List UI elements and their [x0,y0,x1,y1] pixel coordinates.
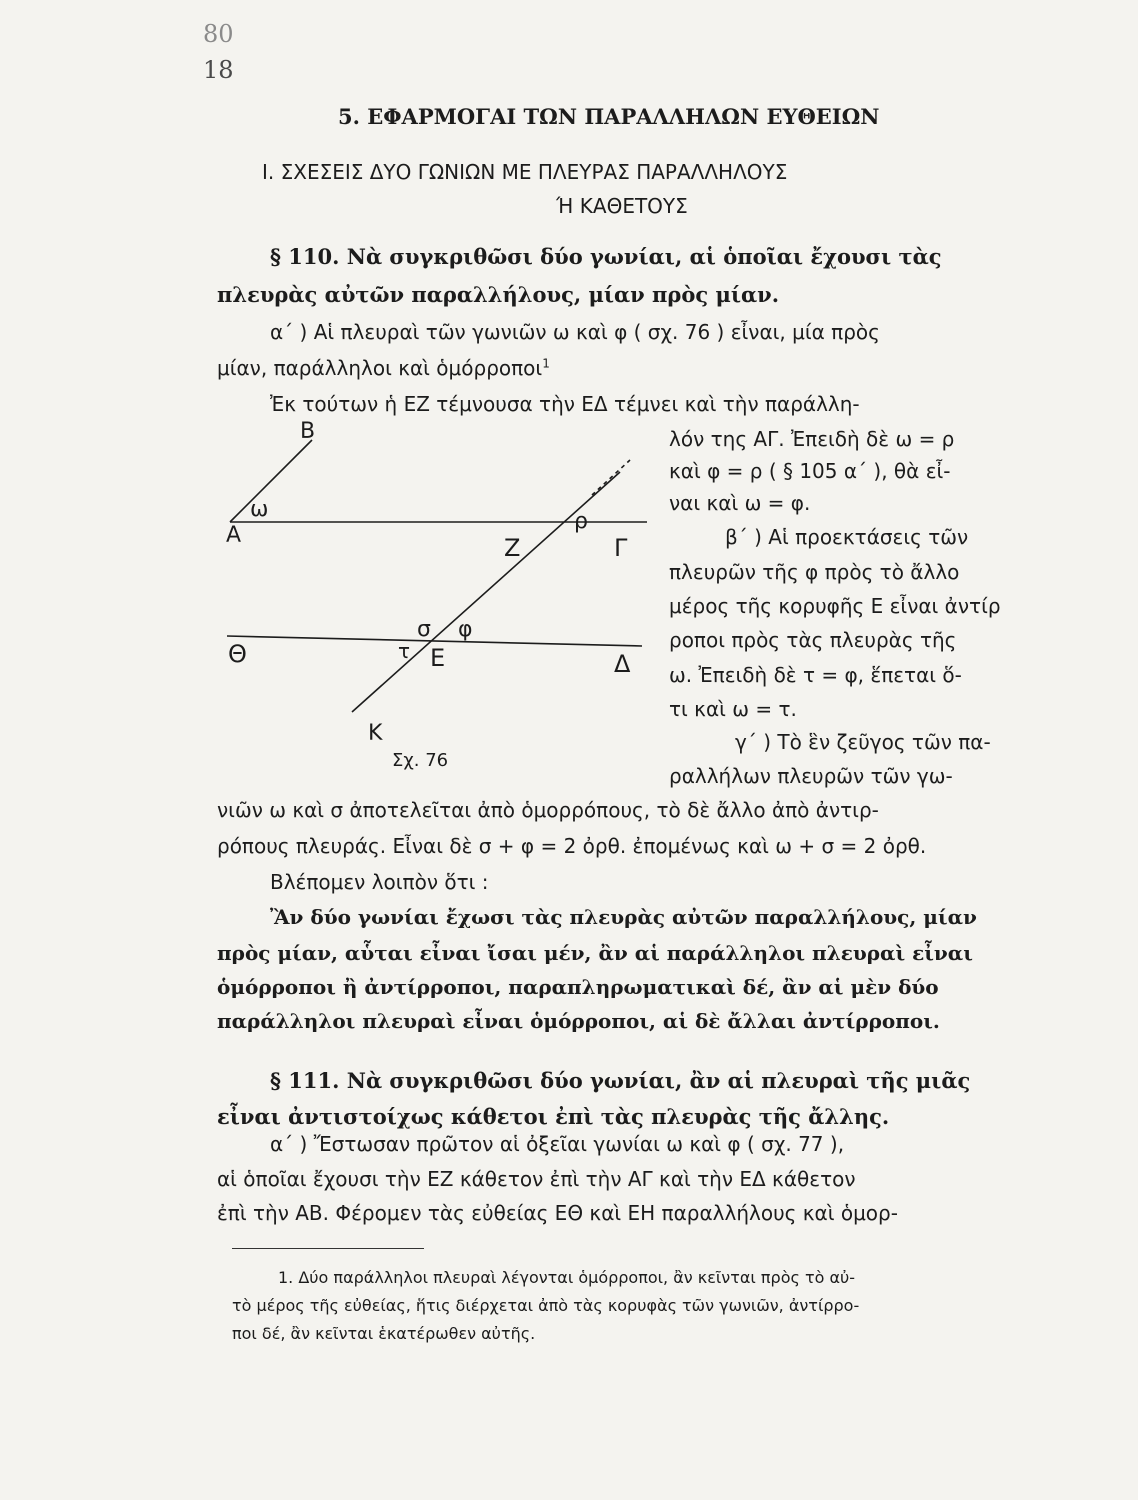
rule-line: ὁμόρροποι ἢ ἀντίρροποι, παραπληρωματικαὶ δέ, ἂν αἱ μὲν δύο [217,975,939,999]
paragraph-line: αἱ ὁποῖαι ἔχουσι τὴν ΕΖ κάθετον ἐπὶ τὴν ΑΓ καὶ τὴν ΕΔ κάθετον [217,1167,856,1191]
paragraph-line: ρόπους πλευράς. Εἶναι δὲ σ + φ = 2 ὀρθ. ἐπομένως καὶ ω + σ = 2 ὀρθ. [217,834,927,858]
paragraph-line: α΄ ) Αἱ πλευραὶ τῶν γωνιῶν ω καὶ φ ( σχ. 76 ) εἶναι, μία πρὸς [270,320,880,344]
paragraph-line: λόν της ΑΓ. Ἐπειδὴ δὲ ω = ρ [669,427,955,451]
paragraph-line: ροποι πρὸς τὰς πλευρὰς τῆς [669,628,957,652]
footnote-line: 1. Δύο παράλληλοι πλευραὶ λέγονται ὁμόρροποι, ἂν κεῖνται πρὸς τὸ αὐ- [278,1268,856,1287]
label-k: Κ [368,721,383,746]
section-111-heading-2: εἶναι ἀντιστοίχως κάθετοι ἐπὶ τὰς πλευρὰς τῆς ἄλλης. [217,1104,890,1129]
label-b: Β [300,419,316,444]
label-phi: φ [458,617,473,642]
paragraph-line: Ἐκ τούτων ἡ ΕΖ τέμνουσα τὴν ΕΔ τέμνει καὶ τὴν παράλλη- [270,392,860,416]
paragraph-line: γ΄ ) Τὸ ἓν ζεῦγος τῶν πα- [735,730,991,754]
paragraph-text: μίαν, παράλληλοι καὶ ὁμόρροποι [217,356,543,380]
rule-line: παράλληλοι πλευραὶ εἶναι ὁμόρροποι, αἱ δὲ ἄλλαι ἀντίρροποι. [217,1009,940,1033]
label-delta: Δ [614,650,631,678]
paragraph-line: ω. Ἐπειδὴ δὲ τ = φ, ἕπεται ὅ- [669,663,962,687]
line-ab [230,440,312,522]
paragraph-line: β΄ ) Αἱ προεκτάσεις τῶν [725,525,969,549]
figure-caption: Σχ. 76 [392,750,449,771]
paragraph-line [217,356,550,380]
footnote-ref: 1 [542,356,550,371]
section-111-heading-1: § 111. Νὰ συγκριθῶσι δύο γωνίαι, ἂν αἱ πλευραὶ τῆς μιᾶς [270,1068,971,1093]
paragraph-line: καὶ φ = ρ ( § 105 α΄ ), θὰ εἶ- [669,459,951,483]
conclusion-intro: Βλέπομεν λοιπὸν ὅτι : [270,870,489,894]
label-gamma: Γ [614,534,628,562]
paragraph-line: α΄ ) Ἔστωσαν πρῶτον αἱ ὀξεῖαι γωνίαι ω καὶ φ ( σχ. 77 ), [270,1132,845,1156]
label-e: Ε [430,644,446,672]
footnote-line: τὸ μέρος τῆς εὐθείας, ἥτις διέρχεται ἀπὸ τὰς κορυφὰς τῶν γωνιῶν, ἀντίρρο- [232,1296,860,1315]
footnote-rule [232,1248,424,1249]
paragraph-line: ναι καὶ ω = φ. [669,491,811,515]
line-ez [352,472,620,712]
paragraph-line: ραλλήλων πλευρῶν τῶν γω- [669,764,953,788]
section-title-line1: Ι. ΣΧΕΣΕΙΣ ΔΥΟ ΓΩΝΙΩΝ ΜΕ ΠΛΕΥΡΑΣ ΠΑΡΑΛΛΗΛΟΥΣ [262,160,788,184]
paragraph-line: μέρος τῆς κορυφῆς Ε εἶναι ἀντίρ [669,594,1001,618]
label-z: Ζ [504,534,521,562]
figure-76 [222,410,652,780]
paragraph-line: πλευρῶν τῆς φ πρὸς τὸ ἄλλο [669,560,960,584]
line-extension [592,460,630,495]
footnote-line: ποι δέ, ἂν κεῖνται ἑκατέρωθεν αὐτῆς. [232,1324,536,1343]
paragraph-line: νιῶν ω καὶ σ ἀποτελεῖται ἀπὸ ὁμορρόπους, τὸ δὲ ἄλλο ἀπὸ ἀντιρ- [217,798,879,822]
label-omega: ω [250,497,269,522]
rule-line: πρὸς μίαν, αὗται εἶναι ἴσαι μέν, ἂν αἱ παράλληλοι πλευραὶ εἶναι [217,941,973,965]
page-number-top: 80 [203,20,234,48]
page-number: 18 [203,56,234,84]
section-110-heading-1: § 110. Νὰ συγκριθῶσι δύο γωνίαι, αἱ ὁποῖαι ἔχουσι τὰς [270,244,942,269]
label-rho: ρ [574,509,588,534]
chapter-title: 5. ΕΦΑΡΜΟΓΑΙ ΤΩΝ ΠΑΡΑΛΛΗΛΩΝ ΕΥΘΕΙΩΝ [338,104,880,129]
paragraph-line: ἐπὶ τὴν ΑΒ. Φέρομεν τὰς εὐθείας ΕΘ καὶ ΕΗ παραλλήλους καὶ ὁμορ- [217,1201,898,1225]
section-title-line2: Ή ΚΑΘΕΤΟΥΣ [556,194,688,218]
rule-line: Ἂν δύο γωνίαι ἔχωσι τὰς πλευρὰς αὐτῶν παραλλήλους, μίαν [270,905,977,929]
section-110-heading-2: πλευρὰς αὐτῶν παραλλήλους, μίαν πρὸς μίαν. [217,282,780,307]
label-sigma: σ [417,617,431,642]
label-tau: τ [398,639,411,663]
label-a: Α [226,523,242,548]
paragraph-line: τι καὶ ω = τ. [669,697,797,721]
label-theta: Θ [228,640,247,668]
